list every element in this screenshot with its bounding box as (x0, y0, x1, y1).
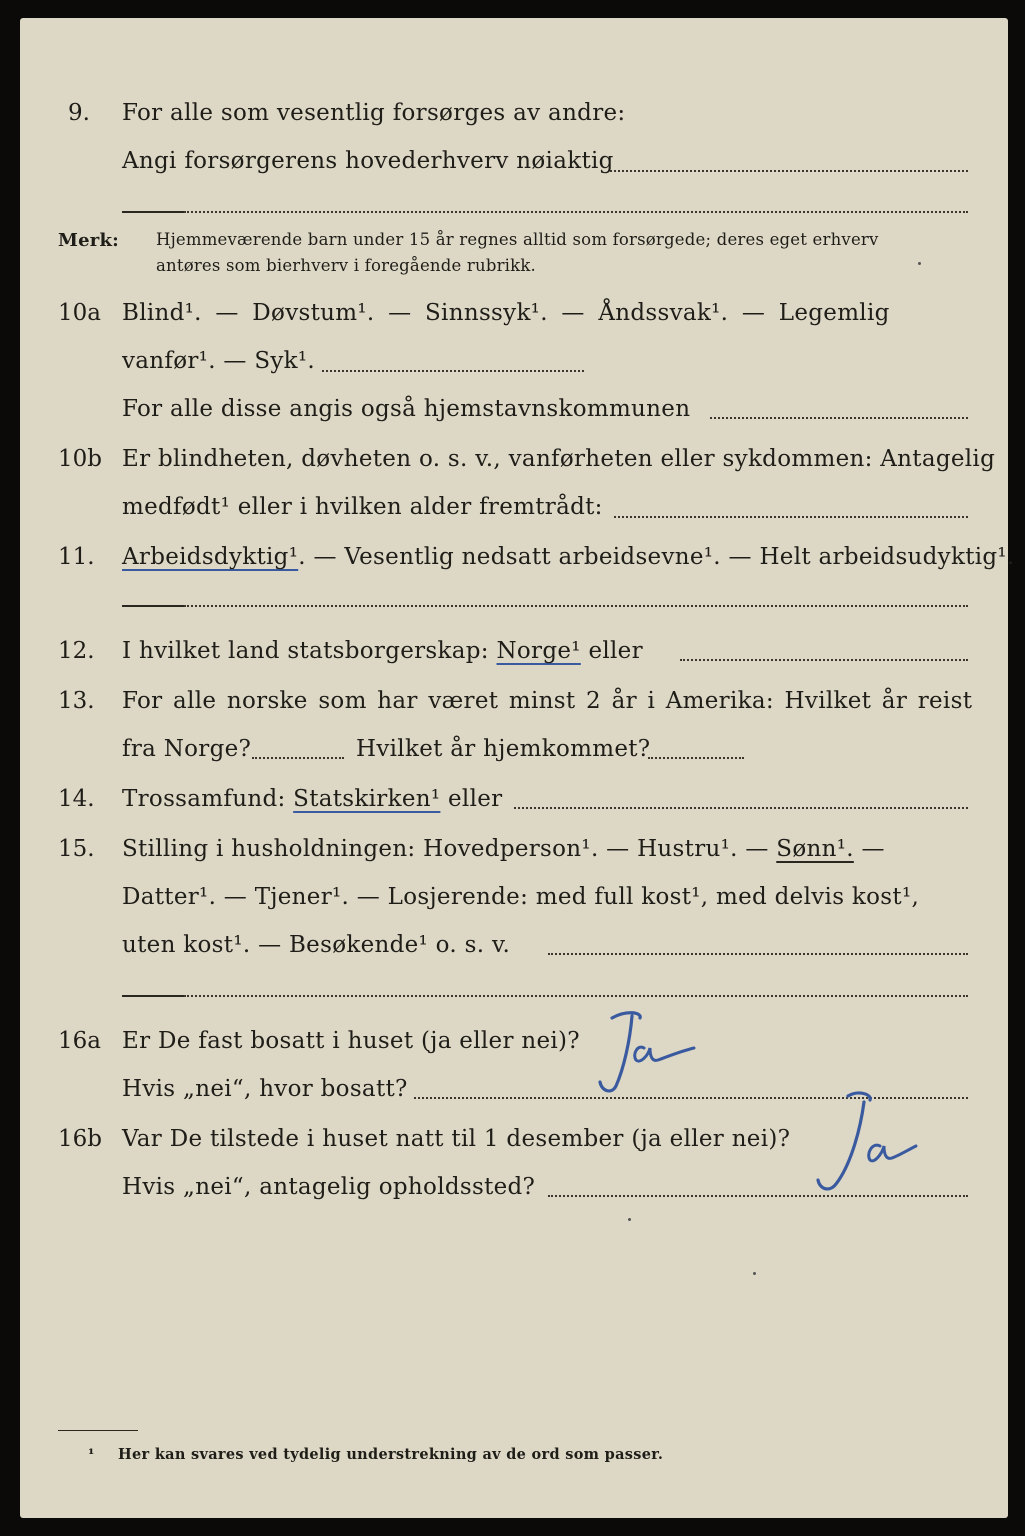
q15-answer-underlined: Sønn¹. (776, 836, 854, 862)
q10a-number: 10a (58, 300, 101, 326)
q16a-number: 16a (58, 1028, 101, 1054)
paper-speck (753, 1272, 756, 1275)
census-form-page (20, 18, 1015, 1518)
q9-rule-start (122, 211, 184, 213)
q11-rule-start (122, 605, 184, 607)
q12-prefix: I hvilket land statsborgerskap: (122, 638, 489, 664)
q9-number: 9. (68, 100, 90, 126)
q10a-home-line (710, 417, 968, 419)
footnote-rule (58, 1430, 138, 1431)
q10a-line3: For alle disse angis også hjemstavnskommunen (122, 396, 691, 422)
q10b-line2: medfødt¹ eller i hvilken alder fremtrådt: (122, 494, 603, 520)
q15-line1c: — (861, 836, 885, 862)
merk-line1: Hjemmeværende barn under 15 år regnes alltid som forsørgede; deres eget erhverv (156, 230, 879, 249)
q10b-number: 10b (58, 446, 102, 472)
q10b-line1: Er blindheten, døvheten o. s. v., vanførheten eller sykdommen: Antagelig (122, 446, 996, 472)
q16b-handwritten-answer (802, 1088, 922, 1198)
q12-line (122, 638, 643, 664)
q14-suffix: eller (448, 786, 503, 812)
q12-answer-underlined: Norge¹ (496, 638, 581, 664)
q15-line1 (122, 836, 885, 862)
q15-line3: uten kost¹. — Besøkende¹ o. s. v. (122, 932, 511, 958)
q15-line1a: Stilling i husholdningen: Hovedperson¹. — Hustru¹. — (122, 836, 769, 862)
q11-answer-underlined: Arbeidsdyktig¹ (122, 544, 299, 570)
merk-label: Merk: (58, 230, 119, 251)
q16b-line1: Var De tilstede i huset natt til 1 desember (ja eller nei)? (122, 1126, 791, 1152)
q14-line (122, 786, 502, 812)
q15-rule-start (122, 995, 184, 997)
q9-answer-line (610, 170, 968, 172)
q13-line1: For alle norske som har været minst 2 år i Amerika: Hvilket år reist (122, 688, 973, 714)
q13-line2a: fra Norge? (122, 736, 252, 762)
q15-number: 15. (58, 836, 95, 862)
q16a-handwritten-answer (592, 1006, 702, 1096)
footnote-mark: ¹ (88, 1446, 95, 1463)
q14-prefix: Trossamfund: (122, 786, 286, 812)
q12-number: 12. (58, 638, 95, 664)
footnote-text: Her kan svares ved tydelig understrekning av de ord som passer. (118, 1446, 664, 1463)
q16b-number: 16b (58, 1126, 102, 1152)
q9-line2: Angi forsørgerens hovederhverv nøiaktig (122, 148, 614, 174)
paper-speck (918, 262, 921, 265)
q9-answer-line-2 (184, 211, 968, 213)
merk-line2: antøres som bierhverv i foregående rubrikk. (156, 256, 537, 275)
q10a-line1: Blind¹. — Døvstum¹. — Sinnssyk¹. — Åndssvak¹. — Legemlig (122, 300, 890, 326)
q13-departure-line (252, 757, 344, 759)
q11-answer-line (184, 605, 968, 607)
q12-suffix: eller (588, 638, 643, 664)
q16a-line2: Hvis „nei“, hvor bosatt? (122, 1076, 408, 1102)
q10a-line2: vanfør¹. — Syk¹. (122, 348, 316, 374)
q9-line1: For alle som vesentlig forsørges av andre: (122, 100, 626, 126)
q11-number: 11. (58, 544, 95, 570)
q14-answer-underlined: Statskirken¹ (293, 786, 441, 812)
q16a-answer-text: Ja (592, 1006, 593, 1007)
q14-answer-line (514, 807, 968, 809)
q11-line (122, 544, 1015, 570)
q14-number: 14. (58, 786, 95, 812)
q12-answer-line (680, 659, 968, 661)
q15-line2: Datter¹. — Tjener¹. — Losjerende: med full kost¹, med delvis kost¹, (122, 884, 920, 910)
q10b-answer-line (614, 516, 968, 518)
q15-answer-line (548, 953, 968, 955)
q16b-answer-text: Ja (802, 1088, 803, 1089)
q16b-line2: Hvis „nei“, antagelig opholdssted? (122, 1174, 536, 1200)
q13-number: 13. (58, 688, 95, 714)
q13-line2b: Hvilket år hjemkommet? (356, 736, 651, 762)
paper-speck (628, 1218, 631, 1221)
q16a-line1: Er De fast bosatt i huset (ja eller nei)? (122, 1028, 580, 1054)
q15-answer-line-2 (184, 995, 968, 997)
q11-rest: . — Vesentlig nedsatt arbeidsevne¹. — Helt arbeidsudyktig¹. (298, 544, 1015, 570)
q10a-answer-line (322, 370, 584, 372)
q13-return-line (648, 757, 744, 759)
